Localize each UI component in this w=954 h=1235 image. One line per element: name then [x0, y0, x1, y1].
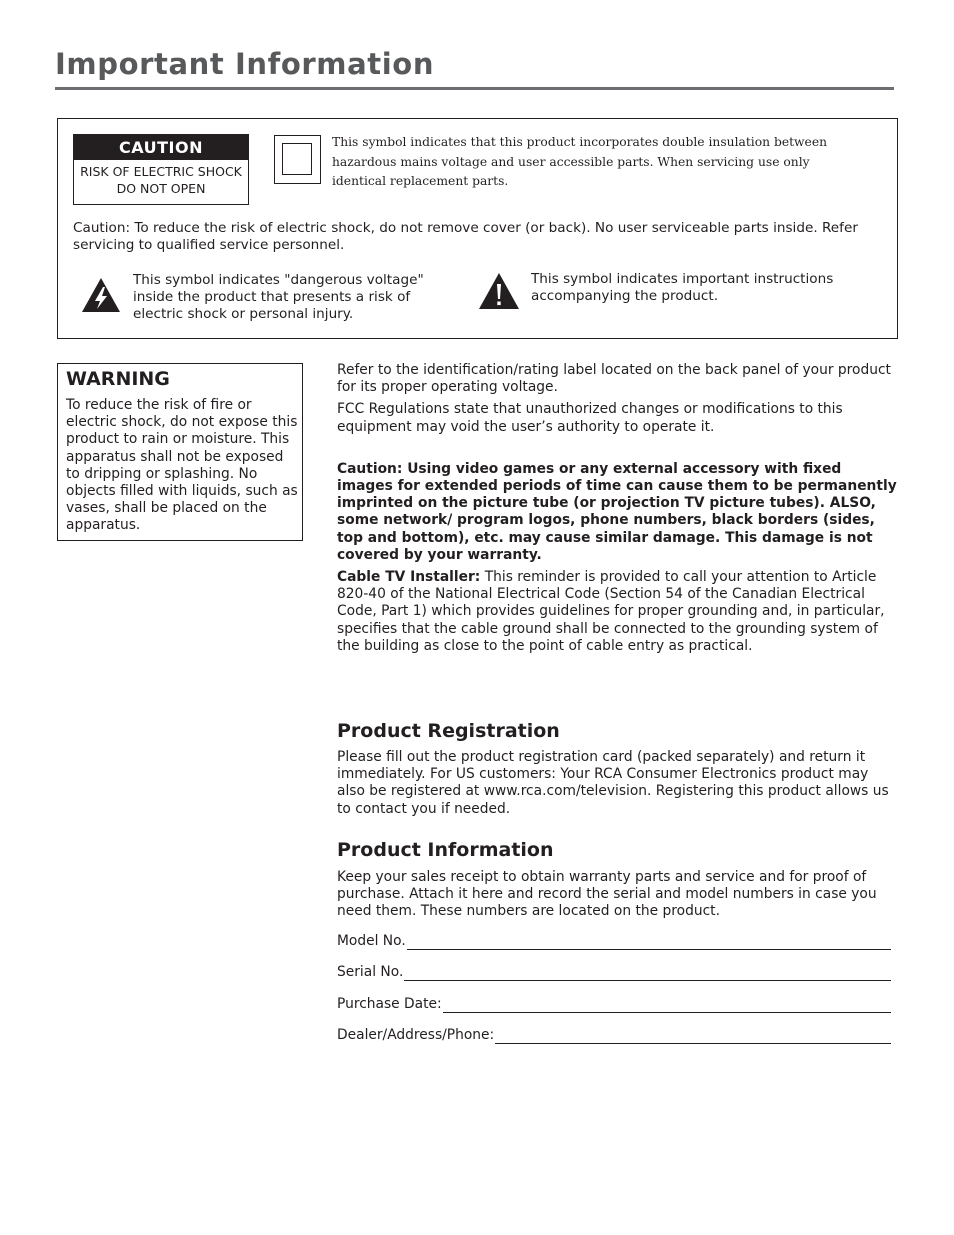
video-caution-paragraph: Caution: Using video games or any external accessory with fixed images for extended periods of time can cause them to be permanently imprinted on the picture tube (or projection TV picture tubes). ALSO, some network/ program logos, phone numbers, black borders (sides, top and bottom), etc. may cause similar damage. This damage is not covered by your warranty. [337, 460, 897, 563]
warning-box [57, 363, 303, 541]
caution-label-line2: DO NOT OPEN [116, 181, 206, 196]
dealer-label: Dealer/Address/Phone: [337, 1027, 495, 1043]
caution-text: Caution: To reduce the risk of electric shock, do not remove cover (or back). No user serviceable parts inside. Refer servicing to qualified service personnel. [73, 220, 858, 253]
caution-label-body [74, 160, 248, 197]
cable-installer-paragraph [337, 569, 899, 655]
warning-heading: WARNING [66, 368, 170, 390]
information-text: Keep your sales receipt to obtain warranty parts and service and for proof of purchase. Attach it here and record the serial and model numbers in case you need them. These numbers are located on the product. [337, 869, 877, 920]
dangerous-voltage-text: This symbol indicates "dangerous voltage" inside the product that presents a risk of electric shock or personal injury. [133, 272, 424, 322]
caution-box [57, 118, 898, 339]
purchase-date-line[interactable] [443, 998, 891, 1013]
page-title: Important Information [55, 47, 435, 81]
double-insulation-icon [274, 135, 321, 184]
rating-label-paragraph: Refer to the identification/rating label located on the back panel of your product for its proper operating voltage. [337, 362, 891, 396]
information-heading: Product Information [337, 839, 554, 861]
registration-heading: Product Registration [337, 720, 560, 742]
model-number-field[interactable] [337, 930, 891, 950]
double-insulation-text: This symbol indicates that this product incorporates double insulation between hazardous mains voltage and user accessible parts. When servicing use only identical replacement parts. [332, 135, 828, 188]
caution-label-heading: CAUTION [74, 135, 248, 160]
important-instructions-text: This symbol indicates important instructions accompanying the product. [531, 271, 834, 304]
caution-label-line1: RISK OF ELECTRIC SHOCK [80, 164, 242, 179]
model-number-label: Model No. [337, 933, 406, 949]
serial-number-label: Serial No. [337, 964, 404, 980]
warning-text: To reduce the risk of fire or electric shock, do not expose this product to rain or moisture. This apparatus shall not be exposed to dripping or splashing. No objects filled with liquids, such as vases, shall be placed on the apparatus. [66, 397, 298, 534]
important-instructions-icon [478, 272, 520, 310]
model-number-line[interactable] [407, 935, 891, 950]
serial-number-field[interactable] [337, 961, 891, 981]
cable-installer-label: Cable TV Installer: [337, 569, 481, 586]
serial-number-line[interactable] [404, 966, 891, 981]
dealer-field[interactable] [337, 1024, 891, 1044]
purchase-date-field[interactable] [337, 993, 891, 1013]
cable-installer-text: This reminder is provided to call your attention to Article 820-40 of the National Electrical Code (Section 54 of the Canadian Electrical Code, Part 1) which provides guidelines for proper grounding and, in particular, specifies that the cable ground shall be connected to the grounding system of the building as close to the point of cable entry as practical. [337, 569, 885, 654]
purchase-date-label: Purchase Date: [337, 996, 442, 1012]
registration-text: Please fill out the product registration card (packed separately) and return it immediately. For US customers: Your RCA Consumer Electronics product may also be registered at www.rca.com/television. Registering this product allows us to contact you if needed. [337, 749, 889, 817]
dealer-line[interactable] [495, 1029, 891, 1044]
dangerous-voltage-icon [81, 277, 121, 313]
fcc-paragraph: FCC Regulations state that unauthorized changes or modifications to this equipment may void the user’s authority to operate it. [337, 401, 843, 435]
caution-label [73, 134, 249, 205]
title-rule [55, 87, 894, 90]
main-notices [337, 362, 899, 655]
